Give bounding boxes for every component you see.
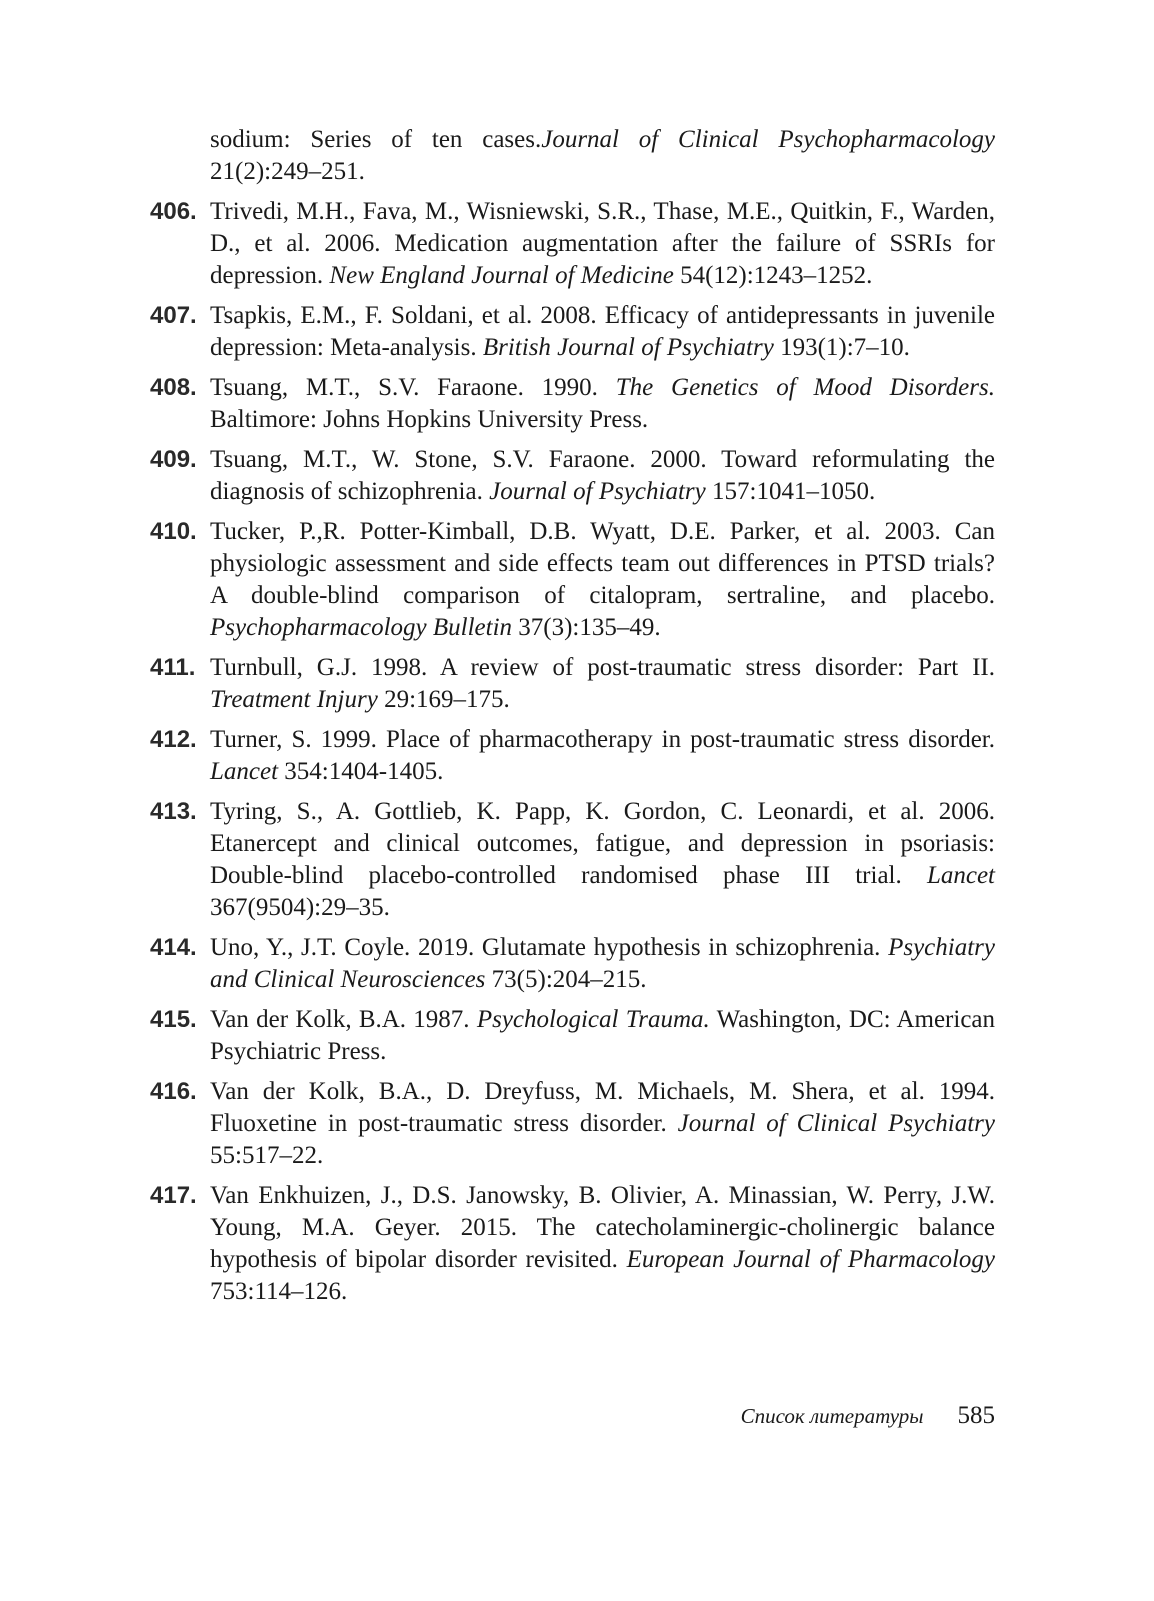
reference-number: 406. [150,198,197,225]
reference-source: Lancet [210,758,279,785]
reference-text: Uno, Y., J.T. Coyle. 2019. Glutamate hypothesis in schizophrenia. [210,934,881,961]
reference-source: Journal of Psychiatry [489,478,706,505]
reference-source: Journal of Clinical Psychopharmacology [541,126,995,153]
reference-item [150,1180,995,1308]
reference-text: Tucker, P.,R. Potter-Kimball, D.B. Wyatt, D.E. Parker, et al. 2003. Can physiologic assessment and side effects team out differences in PTSD trials? A double-blind comparison of citalopram, sertraline, and placebo. [210,518,995,609]
reference-item [150,1004,995,1068]
reference-item [150,932,995,996]
reference-number: 413. [150,798,197,825]
reference-source: Lancet [926,862,995,889]
reference-item [150,516,995,644]
reference-number: 414. [150,934,197,961]
reference-source: Journal of Clinical Psychiatry [677,1110,996,1137]
reference-source: European Journal of Pharmacology [626,1246,996,1273]
reference-source: New England Journal of Medicine [329,262,674,289]
reference-details: 73(5):204–215. [485,966,647,993]
reference-item [150,1076,995,1172]
reference-number: 409. [150,446,197,473]
reference-text: sodium: Series of ten cases. [210,126,542,153]
reference-details: Washington, DC: American Psychiatric Press. [210,1006,996,1065]
reference-number: 407. [150,302,197,329]
reference-text: Tyring, S., A. Gottlieb, K. Papp, K. Gordon, C. Leonardi, et al. 2006. Etanercept and clinical outcomes, fatigue, and depression in psoriasis: Double-blind placebo-controlled randomised phase III trial. [210,798,995,889]
reference-source: Treatment Injury [210,686,378,713]
reference-details: 21(2):249–251. [210,158,365,185]
reference-details: Baltimore: Johns Hopkins University Press. [210,406,649,433]
reference-source: Psychopharmacology Bulletin [210,614,513,641]
reference-text: Van der Kolk, B.A. 1987. [210,1006,470,1033]
reference-text: Trivedi, M.H., Fava, M., Wisniewski, S.R., Thase, M.E., Quitkin, F., Warden, D., et al. 2006. Medication augmentation after the failure of SSRIs for depression. [210,198,995,289]
page-footer [150,1402,995,1430]
reference-number: 411. [150,654,196,681]
reference-text: Turnbull, G.J. 1998. A review of post-traumatic stress disorder: Part II. [210,654,995,681]
reference-details: 354:1404-1405. [278,758,444,785]
reference-source: The Genetics of Mood Disorders. [615,374,995,401]
reference-details: 193(1):7–10. [773,334,910,361]
reference-text: Tsuang, M.T., W. Stone, S.V. Faraone. 2000. Toward reformulating the diagnosis of schizophrenia. [210,446,995,505]
reference-item [150,796,995,924]
page-number: 585 [957,1402,995,1429]
reference-text: Tsuang, M.T., S.V. Faraone. 1990. [210,374,598,401]
reference-source: Psychological Trauma. [476,1006,710,1033]
reference-details: 37(3):135–49. [512,614,661,641]
reference-source: Psychiatry and Clinical Neurosciences [210,934,995,993]
reference-number: 416. [150,1078,197,1105]
reference-item [150,444,995,508]
reference-number: 410. [150,518,197,545]
reference-text: Van der Kolk, B.A., D. Dreyfuss, M. Michaels, M. Shera, et al. 1994. Fluoxetine in post-traumatic stress disorder. [210,1078,995,1137]
reference-details: 29:169–175. [377,686,510,713]
reference-item [150,652,995,716]
reference-list [150,124,995,1316]
reference-text: Tsapkis, E.M., F. Soldani, et al. 2008. Efficacy of antidepressants in juvenile depression: Meta-analysis. [210,302,995,361]
reference-item [150,300,995,364]
reference-details: 753:114–126. [210,1278,348,1305]
reference-details: 55:517–22. [210,1142,324,1169]
reference-details: 157:1041–1050. [705,478,876,505]
reference-text: Turner, S. 1999. Place of pharmacotherapy in post-traumatic stress disorder. [210,726,995,753]
reference-text: Van Enkhuizen, J., D.S. Janowsky, B. Olivier, A. Minassian, W. Perry, J.W. Young, M.A. Geyer. 2015. The catecholaminergic-cholinergic balance hypothesis of bipolar disorder revisited. [210,1182,995,1273]
reference-details: 367(9504):29–35. [210,894,390,921]
reference-item [150,372,995,436]
running-title: Список литературы [740,1404,924,1428]
reference-item [150,724,995,788]
reference-source: British Journal of Psychiatry [482,334,774,361]
reference-details: 54(12):1243–1252. [673,262,873,289]
reference-number: 412. [150,726,197,753]
reference-number: 417. [150,1182,197,1209]
reference-item [150,196,995,292]
reference-number: 408. [150,374,197,401]
reference-item [150,124,995,188]
reference-number: 415. [150,1006,197,1033]
